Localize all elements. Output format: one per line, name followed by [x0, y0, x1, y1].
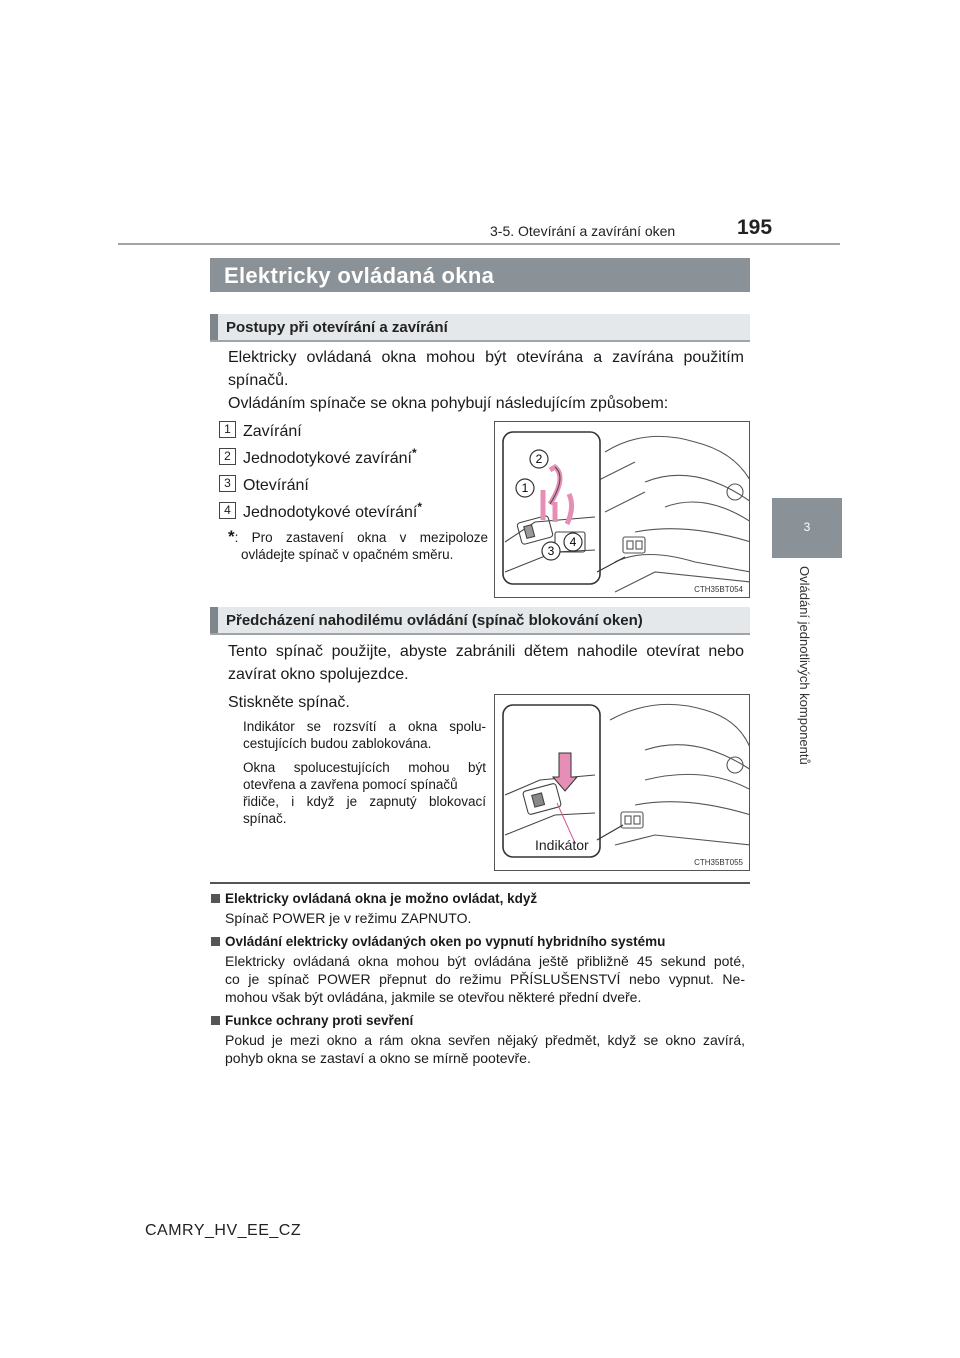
- callout: 1: [521, 481, 529, 495]
- note-title: Ovládání elektricky ovládaných oken po vypnutí hybridního systému: [211, 934, 665, 949]
- notes-divider: [210, 882, 750, 884]
- lock-switch-figure: [494, 694, 750, 871]
- note-body: Spínač POWER je v režimu ZAPNUTO.: [225, 910, 472, 926]
- note-body: Elektricky ovládaná okna mohou být ovládána ještě přibližně 45 sekund poté, co je spínač POWER přepnut do režimu PŘÍSLUŠENSTVÍ nebo vypnut. Ne- mohou však být ovládána, jakmile se otevřou některé přední dveře.: [225, 953, 745, 1005]
- callout: 3: [547, 544, 555, 558]
- chapter-title-vertical: Ovládání jednotlivých komponentů: [797, 566, 812, 765]
- section-heading: Předcházení nahodilému ovládání (spínač blokování oken): [226, 612, 643, 629]
- chapter-number: 3: [803, 520, 811, 534]
- figure-code: CTH35BT055: [694, 858, 743, 867]
- header-rule: [118, 243, 840, 245]
- note-body: Pokud je mezi okno a rám okna sevřen nějaký předmět, když se okno zavírá, pohyb okna se zastaví a okno se mírně pootevře.: [225, 1032, 745, 1066]
- driver-switch-note: Okna spolucestujících mohou být otevřena a zavřena pomocí spínačů řidiče, i když je zapnutý blokovací spínač.: [243, 760, 486, 826]
- page-number: 195: [737, 216, 773, 239]
- step-number: 2: [219, 448, 236, 465]
- section-heading: Postupy při otevírání a zavírání: [226, 319, 448, 336]
- section-heading-bar: [210, 607, 750, 635]
- callout: 2: [535, 452, 543, 466]
- window-switch-figure: [494, 421, 750, 598]
- note-title: Elektricky ovládaná okna je možno ovládat, když: [211, 891, 537, 906]
- indicator-label: Indikátor: [535, 837, 589, 853]
- step-label: Jednodotykové zavírání*: [243, 446, 417, 467]
- step-label: Zavírání: [243, 423, 302, 440]
- step-label: Otevírání: [243, 477, 309, 494]
- page-title-bar: [210, 258, 750, 292]
- intro-paragraph: Elektricky ovládaná okna mohou být otevírána a zavírána použitím spínačů. Ovládáním spínače se okna pohybují následujícím způsobem:: [228, 349, 744, 412]
- callout: 4: [569, 535, 577, 549]
- page-title: Elektricky ovládaná okna: [224, 263, 495, 288]
- window-switch-illustration: [495, 422, 750, 598]
- figure-code: CTH35BT054: [694, 585, 743, 594]
- footnote: *: Pro zastavení okna v mezipoloze ovládejte spínač v opačném směru.: [228, 527, 488, 562]
- step-number: 3: [219, 475, 236, 492]
- section-paragraph: Tento spínač použijte, abyste zabránili dětem nahodile otevírat nebo zavírat okno spolujezdce.: [228, 643, 744, 683]
- step-number: 1: [219, 421, 236, 438]
- note-title: Funkce ochrany proti sevření: [211, 1013, 413, 1028]
- running-header-section: 3-5. Otevírání a zavírání oken: [490, 223, 676, 239]
- step-number: 4: [219, 502, 236, 519]
- instruction: Stiskněte spínač.: [228, 694, 350, 711]
- indicator-note: Indikátor se rozsvítí a okna spolu- cestujících budou zablokována.: [243, 719, 486, 751]
- document-code: CAMRY_HV_EE_CZ: [145, 1222, 302, 1239]
- section-heading-bar: [210, 314, 750, 342]
- step-label: Jednodotykové otevírání*: [243, 500, 423, 521]
- lock-switch-illustration: [495, 695, 750, 871]
